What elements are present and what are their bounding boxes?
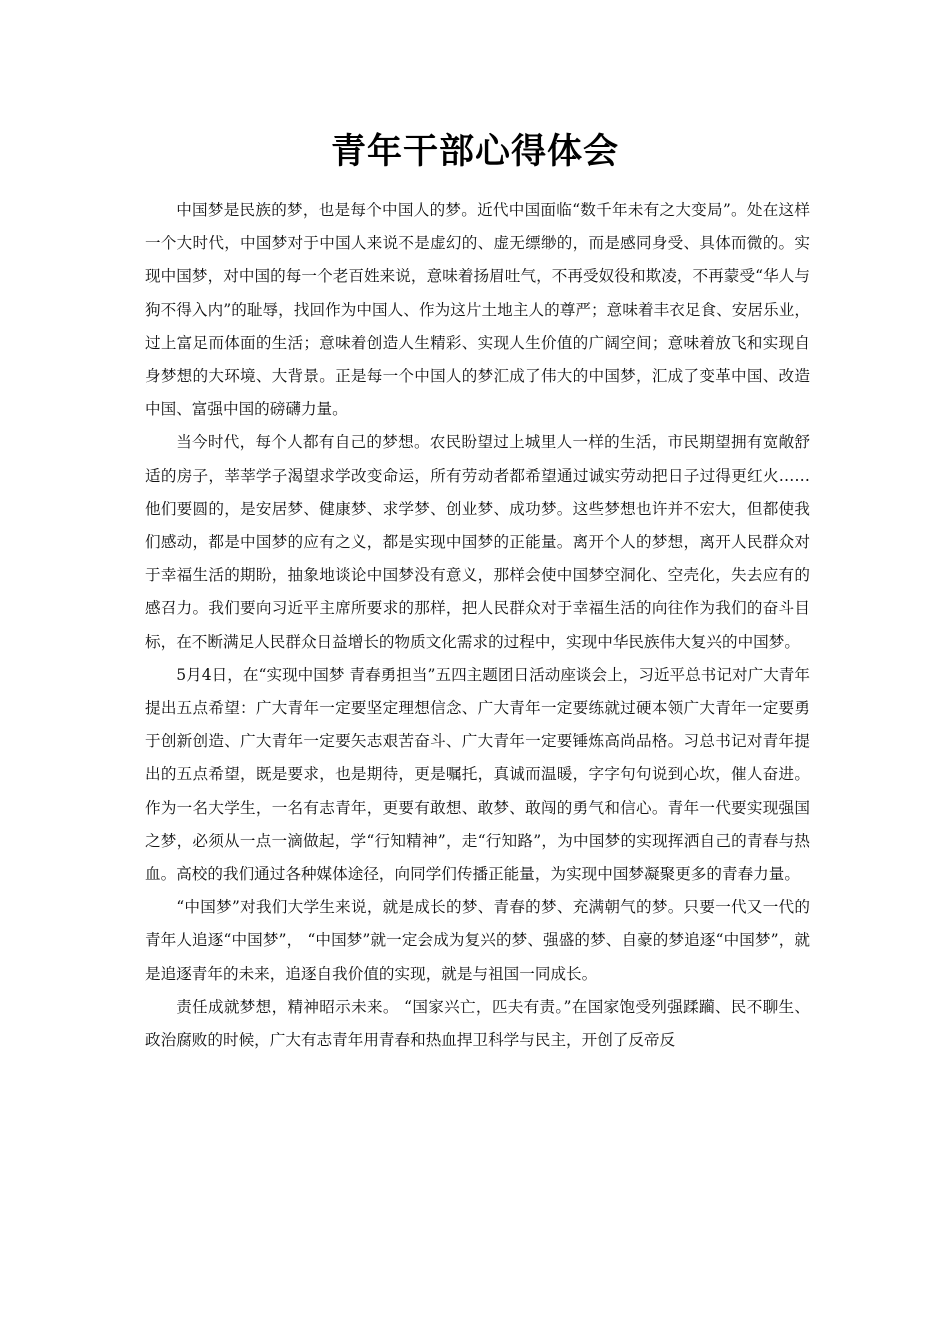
paragraph: 责任成就梦想，精神昭示未来。 “国家兴亡，匹夫有责。”在国家饱受列强蹂躏、民不聊生、政治腐败的时候，广大有志青年用青春和热血捍卫科学与民主，开创了反帝反 [145,997,810,1050]
paragraph: 当今时代，每个人都有自己的梦想。农民盼望过上城里人一样的生活，市民期望拥有宽敞舒适的房子，莘莘学子渴望求学改变命运，所有劳动者都希望通过诚实劳动把日子过得更红火……他们要圆的，是安居梦、健康梦、求学梦、创业梦、成功梦。这些梦想也许并不宏大，但都使我们感动，都是中国梦的应有之义，都是实现中国梦的正能量。离开个人的梦想，离开人民群众对于幸福生活的期盼，抽象地谈论中国梦没有意义，那样会使中国梦空洞化、空壳化，失去应有的感召力。我们要向习近平主席所要求的那样，把人民群众对于幸福生活的向往作为我们的奋斗目标，在不断满足人民群众日益增长的物质文化需求的过程中，实现中华民族伟大复兴的中国梦。 [145,433,810,651]
document-title: 青年干部心得体会 [330,132,619,172]
paragraph: 5月4日，在“实现中国梦 青春勇担当”五四主题团日活动座谈会上，习近平总书记对广大青年提出五点希望：广大青年一定要坚定理想信念、广大青年一定要练就过硬本领广大青年一定要勇于创新创造、广大青年一定要矢志艰苦奋斗、广大青年一定要锤炼高尚品格。习总书记对青年提出的五点希望，既是要求，也是期待，更是嘱托，真诚而温暖，字字句句说到心坎，催人奋进。作为一名大学生，一名有志青年，更要有敢想、敢梦、敢闯的勇气和信心。青年一代要实现强国之梦，必须从一点一滴做起，学“行知精神”，走“行知路”，为中国梦的实现挥洒自己的青春与热血。高校的我们通过各种媒体途径，向同学们传播正能量，为实现中国梦凝聚更多的青春力量。 [145,665,810,884]
document-body [145,194,810,1057]
paragraph: 中国梦是民族的梦，也是每个中国人的梦。近代中国面临“数千年未有之大变局”。处在这样一个大时代，中国梦对于中国人来说不是虚幻的、虚无缥缈的，而是感同身受、具体而微的。实现中国梦，对中国的每一个老百姓来说，意味着扬眉吐气，不再受奴役和欺凌，不再蒙受“华人与狗不得入内”的耻辱，找回作为中国人、作为这片土地主人的尊严；意味着丰衣足食、安居乐业，过上富足而体面的生活；意味着创造人生精彩、实现人生价值的广阔空间；意味着放飞和实现自身梦想的大环境、大背景。正是每一个中国人的梦汇成了伟大的中国梦，汇成了变革中国、改造中国、富强中国的磅礴力量。 [145,201,810,419]
paragraph: “中国梦”对我们大学生来说，就是成长的梦、青春的梦、充满朝气的梦。只要一代又一代的青年人追逐“中国梦”， “中国梦”就一定会成为复兴的梦、强盛的梦、自豪的梦追逐“中国梦”，就是追逐青年的未来，追逐自我价值的实现，就是与祖国一同成长。 [145,898,810,983]
